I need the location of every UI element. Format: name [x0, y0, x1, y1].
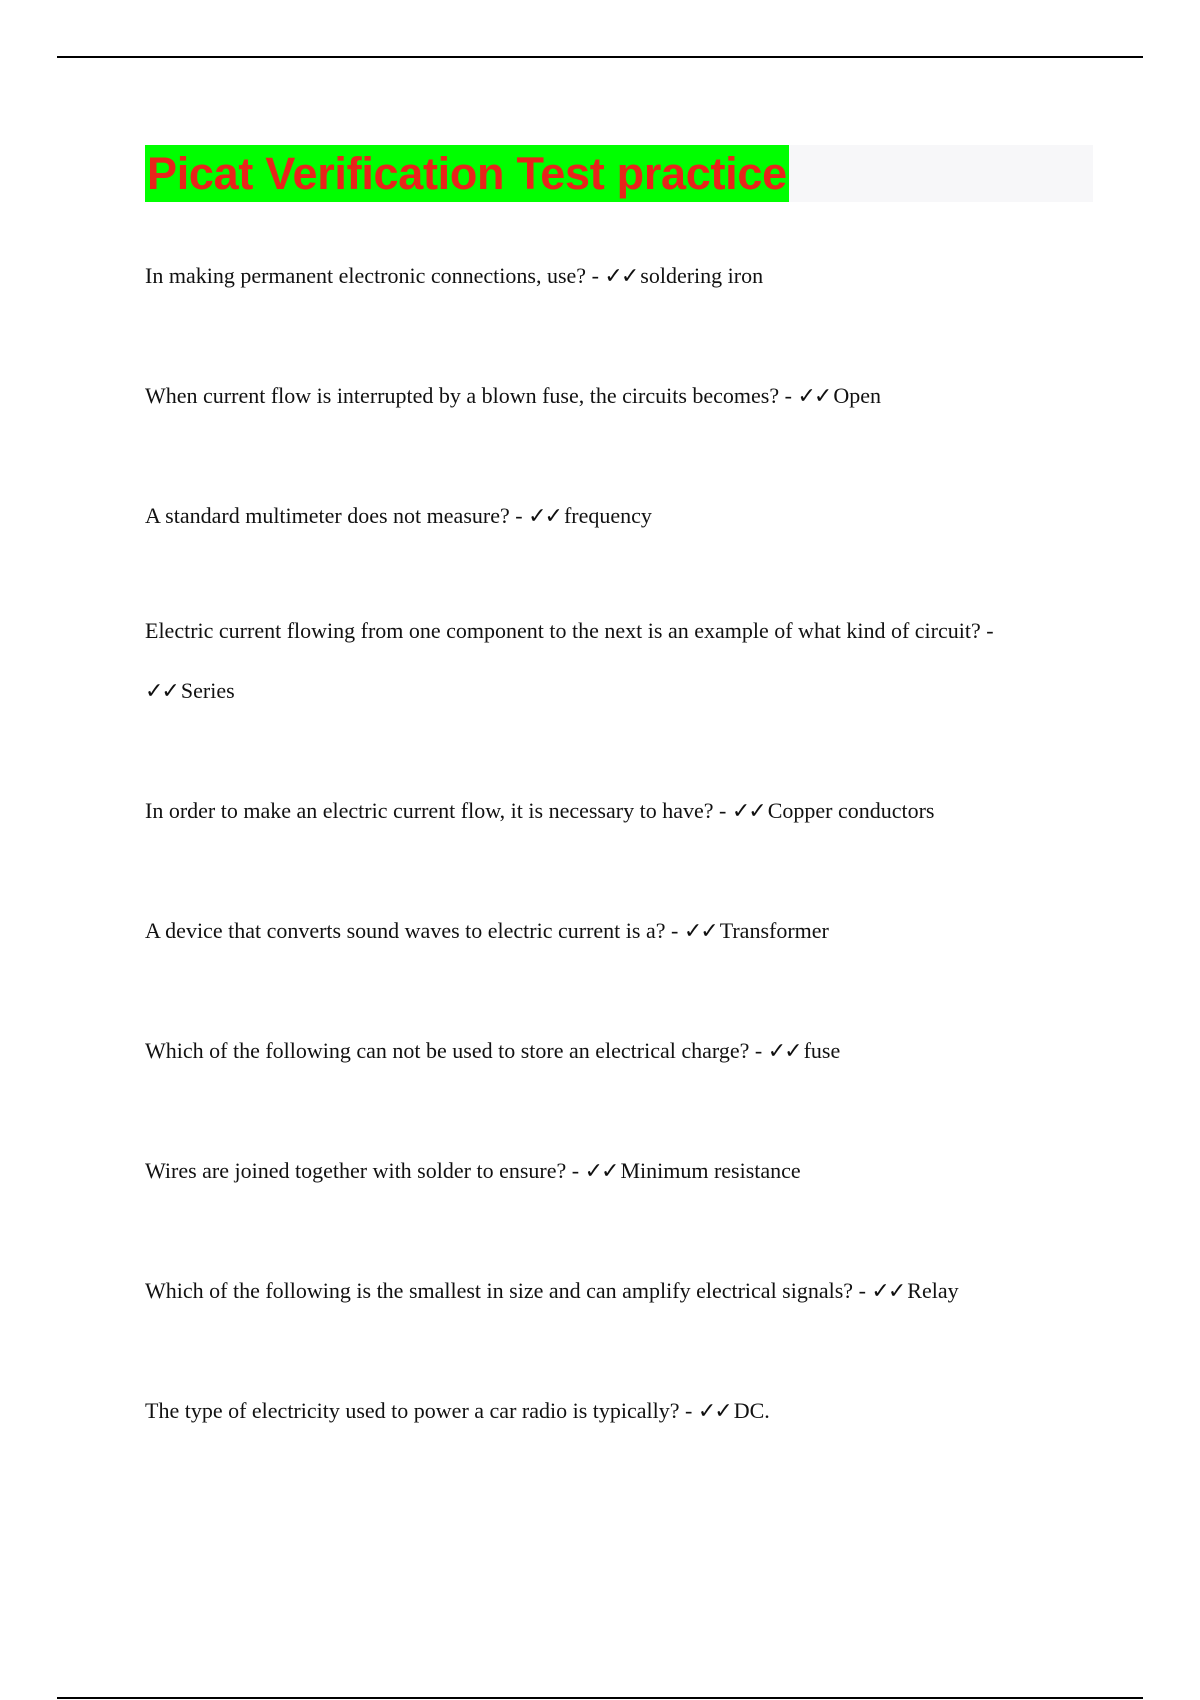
separator: - [509, 503, 529, 528]
question-text: A device that converts sound waves to electric current is a? [145, 918, 666, 943]
question-text: Which of the following is the smallest in size and can amplify electrical signals? [145, 1278, 854, 1303]
separator: - [665, 918, 684, 943]
qa-item-2 [145, 366, 1095, 427]
qa-item-1 [145, 246, 1095, 307]
separator: - [586, 263, 605, 288]
double-check-icon: ✓✓ [871, 1279, 905, 1304]
answer-text: DC. [733, 1398, 770, 1423]
double-check-icon: ✓✓ [683, 919, 717, 944]
answer-text: Open [833, 383, 881, 408]
separator: - [853, 1278, 872, 1303]
qa-item-6 [145, 901, 1095, 962]
question-text: Electric current flowing from one component to the next is an example of what kind of circuit? [145, 618, 981, 643]
qa-item-5 [145, 781, 1095, 842]
question-text: When current flow is interrupted by a blown fuse, the circuits becomes? [145, 383, 780, 408]
answer-text: Minimum resistance [620, 1158, 801, 1183]
double-check-icon: ✓✓ [604, 264, 638, 289]
double-check-icon: ✓✓ [797, 384, 831, 409]
double-check-icon: ✓✓ [584, 1159, 618, 1184]
answer-text: Transformer [719, 918, 829, 943]
qa-item-9 [145, 1261, 1095, 1322]
double-check-icon: ✓✓ [767, 1039, 801, 1064]
question-text: Which of the following can not be used to store an electrical charge? [145, 1038, 750, 1063]
qa-item-4 [145, 601, 1095, 722]
double-check-icon: ✓✓ [528, 504, 561, 529]
answer-text: fuse [803, 1038, 841, 1063]
answer-text: Series [180, 678, 235, 703]
question-text: The type of electricity used to power a car radio is typically? [145, 1398, 680, 1423]
answer-text: soldering iron [640, 263, 764, 288]
question-text: A standard multimeter does not measure? [145, 503, 510, 528]
qa-item-7 [145, 1021, 1095, 1082]
top-rule [57, 56, 1143, 58]
double-check-icon: ✓✓ [697, 1399, 731, 1424]
separator: - [749, 1038, 768, 1063]
answer-text: frequency [563, 503, 652, 528]
question-text: In making permanent electronic connections, use? [145, 263, 587, 288]
qa-item-8 [145, 1141, 1095, 1202]
double-check-icon: ✓✓ [731, 799, 765, 824]
bottom-rule [57, 1697, 1143, 1699]
qa-item-3 [145, 486, 1095, 547]
separator: - [779, 383, 798, 408]
qa-item-10 [145, 1381, 1095, 1442]
document-title: Picat Verification Test practice [145, 145, 789, 202]
answer-text: Copper conductors [767, 798, 935, 823]
separator: - [713, 798, 732, 823]
answer-text: Relay [907, 1278, 959, 1303]
double-check-icon: ✓✓ [145, 679, 178, 704]
question-text: In order to make an electric current flow, it is necessary to have? [145, 798, 714, 823]
separator: - [980, 618, 994, 643]
separator: - [679, 1398, 698, 1423]
question-text: Wires are joined together with solder to ensure? [145, 1158, 567, 1183]
separator: - [566, 1158, 585, 1183]
